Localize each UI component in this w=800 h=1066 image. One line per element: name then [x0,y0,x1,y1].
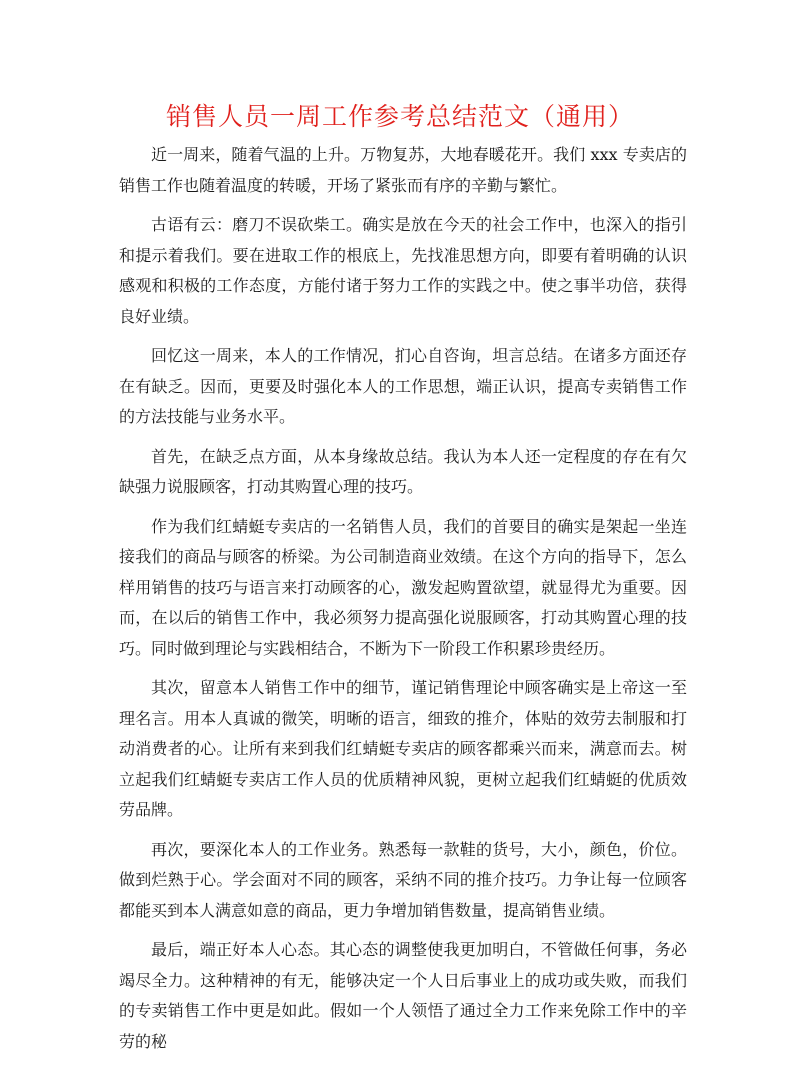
paragraph: 首先，在缺乏点方面，从本身缘故总结。我认为本人还一定程度的存在有欠缺强力说服顾客，打动其购置心理的技巧。 [119,446,687,496]
paragraph: 最后，端正好本人心态。其心态的调整使我更加明白，不管做任何事，务必竭尽全力。这种精神的有无，能够决定一个人日后事业上的成功或失败，而我们的专卖销售工作中更是如此。假如一个人领悟了通过全力工作来免除工作中的辛劳的秘 [119,940,687,1051]
document-body [119,140,687,1066]
paragraph: 近一周来，随着气温的上升。万物复苏，大地春暖花开。我们 xxx 专卖店的销售工作也随着温度的转暖，开场了紧张而有序的辛勤与繁忙。 [119,145,687,195]
paragraph: 作为我们红蜻蜓专卖店的一名销售人员，我们的首要目的确实是架起一坐连接我们的商品与顾客的桥梁。为公司制造商业效绩。在这个方向的指导下，怎么样用销售的技巧与语言来打动顾客的心，激发起购置欲望，就显得尤为重要。因而，在以后的销售工作中，我必须努力提高强化说服顾客，打动其购置心理的技巧。同时做到理论与实践相结合，不断为下一阶段工作积累珍贵经历。 [119,516,687,658]
paragraph: 古语有云：磨刀不误砍柴工。确实是放在今天的社会工作中，也深入的指引和提示着我们。要在进取工作的根底上，先找准思想方向，即要有着明确的认识感观和积极的工作态度，方能付诸于努力工作的实践之中。使之事半功倍，获得良好业绩。 [119,215,687,326]
paragraph: 其次，留意本人销售工作中的细节，谨记销售理论中顾客确实是上帝这一至理名言。用本人真诚的微笑，明晰的语言，细致的推介，体贴的效劳去制服和打动消费者的心。让所有来到我们红蜻蜓专卖店的顾客都乘兴而来，满意而去。树立起我们红蜻蜓专卖店工作人员的优质精神风貌，更树立起我们红蜻蜓的优质效劳品牌。 [119,678,687,819]
paragraph: 回忆这一周来，本人的工作情况，扪心自咨询，坦言总结。在诸多方面还存在有缺乏。因而，更要及时强化本人的工作思想，端正认识，提高专卖销售工作的方法技能与业务水平。 [119,346,687,426]
document-title: 销售人员一周工作参考总结范文（通用） [165,102,634,131]
paragraph: 再次，要深化本人的工作业务。熟悉每一款鞋的货号，大小，颜色，价位。做到烂熟于心。学会面对不同的顾客，采纳不同的推介技巧。力争让每一位顾客都能买到本人满意如意的商品，更力争增加销售数量，提高销售业绩。 [119,839,687,920]
